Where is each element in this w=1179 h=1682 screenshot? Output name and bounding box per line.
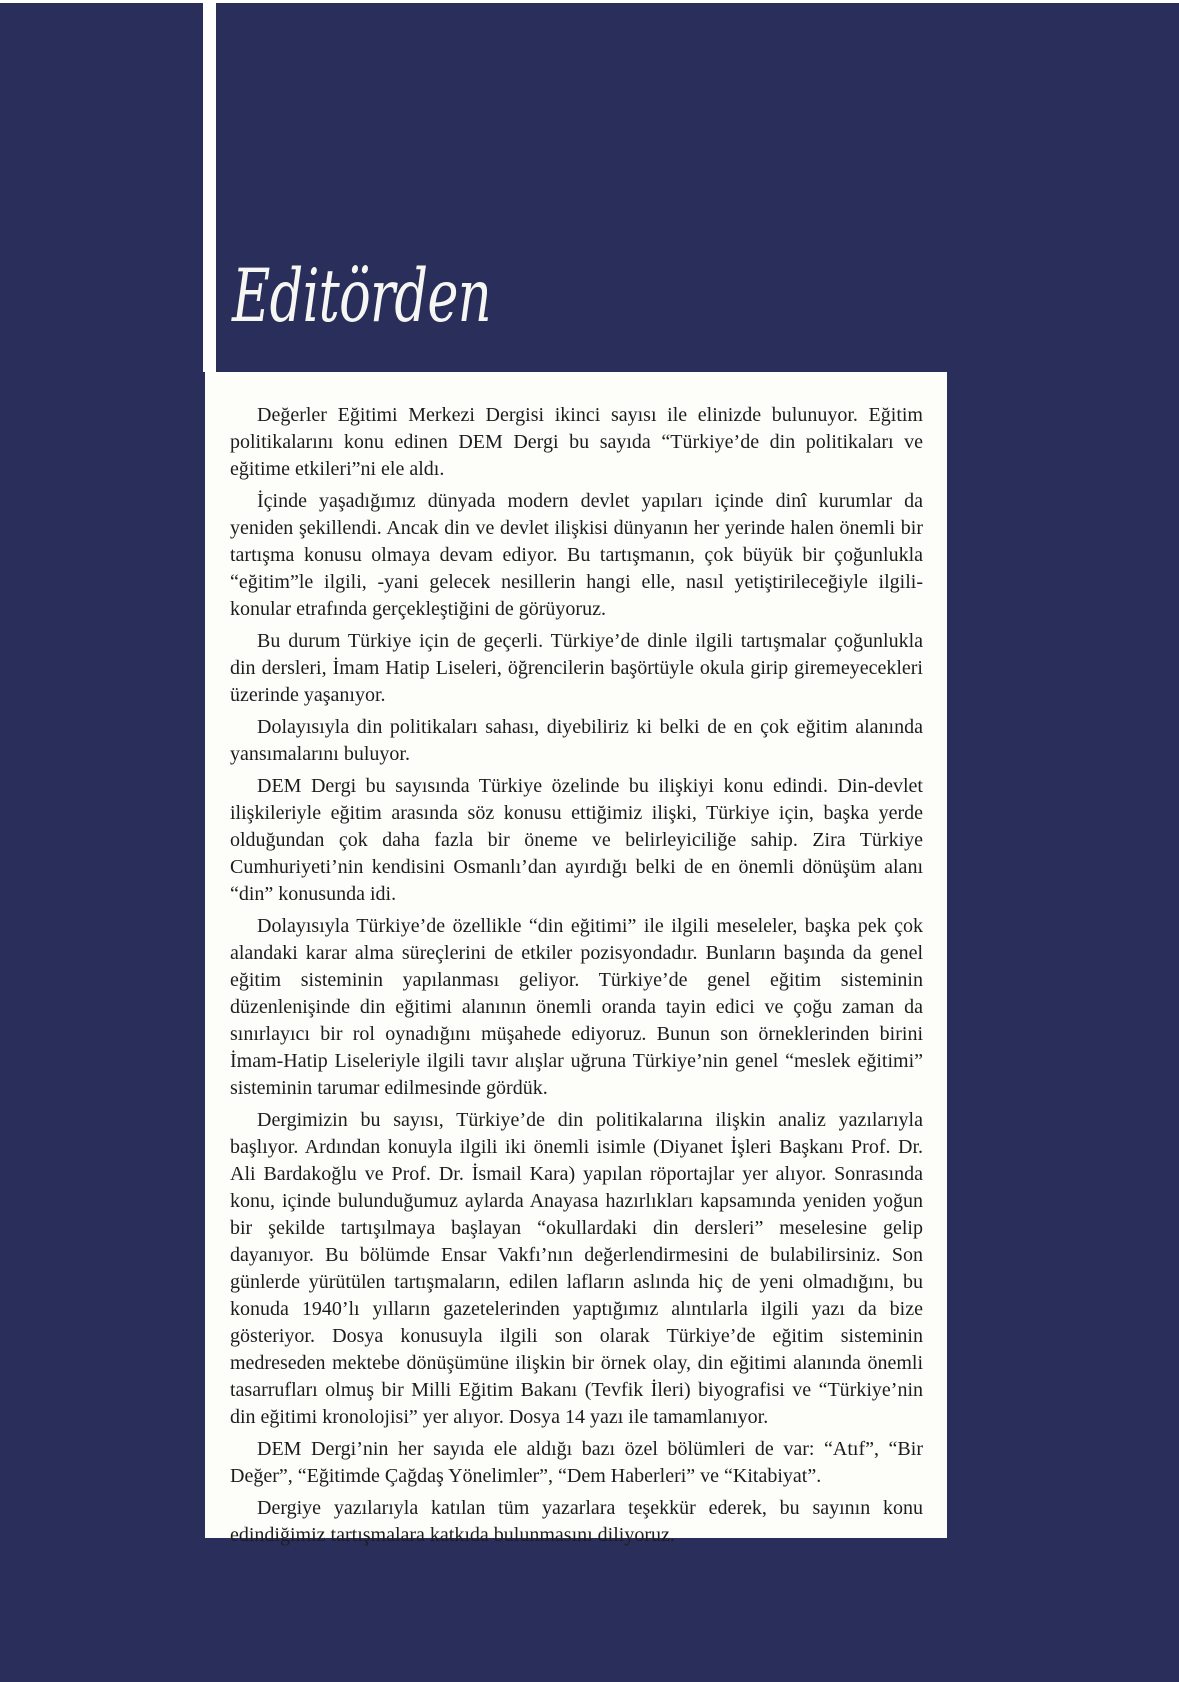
editorial-paragraph: DEM Dergi’nin her sayıda ele aldığı bazı özel bölümleri de var: “Atıf”, “Bir Değer”, “Eğitimde Çağdaş Yönelimler”, “Dem Haberleri” ve “Kitabiyat”. xyxy=(230,1438,923,1487)
section-title: Editörden xyxy=(232,254,491,339)
editorial-paragraph: Dergimizin bu sayısı, Türkiye’de din politikalarına ilişkin analiz yazılarıyla başlıyor. Ardından konuyla ilgili iki önemli isimle (Diyanet İşleri Başkanı Prof. Dr. Ali Bardakoğlu ve Prof. Dr. İsmail Kara) yapılan röportajlar yer alıyor. Sonrasında konu, içinde bulunduğumuz aylarda Anayasa hazırlıkları kapsamında yeniden yoğun bir şekilde tartışılmaya başlayan “okullardaki din dersleri” meselesine gelip dayanıyor. Bu bölümde Ensar Vakfı’nın değerlendirmesini de bulabilirsiniz. Son günlerde yürütülen tartışmaların, edilen lafların aslında hiç de yeni olmadığını, bu konuda 1940’lı yılların gazetelerinden yaptığımız alıntılarla ilgili yazı da bize gösteriyor. Dosya konusuyla ilgili son olarak Türkiye’de eğitim sisteminin medreseden mektebe dönüşümüne ilişkin bir örnek olay, din eğitimi alanında önemli tasarrufları olmuş bir Milli Eğitim Bakanı (Tevfik İleri) biyografisi ve “Türkiye’nin din eğitimi kronolojisi” yer alıyor. Dosya 14 yazı ile tamamlanıyor. xyxy=(230,1109,923,1428)
editorial-paragraph: Dergiye yazılarıyla katılan tüm yazarlara teşekkür ederek, bu sayının konu edindiğimiz tartışmalara katkıda bulunmasını diliyoruz. xyxy=(230,1497,923,1546)
editorial-paragraph: Bu durum Türkiye için de geçerli. Türkiye’de dinle ilgili tartışmalar çoğunlukla din dersleri, İmam Hatip Liseleri, öğrencilerin başörtüyle okula girip giremeyecekleri üzerinde yaşanıyor. xyxy=(230,630,923,706)
editorial-paragraph: Dolayısıyla Türkiye’de özellikle “din eğitimi” ile ilgili meseleler, başka pek çok alandaki karar alma süreçlerini de etkiler pozisyondadır. Bunların başında da genel eğitim sisteminin yapılanması geliyor. Türkiye’de genel eğitim sisteminin düzenlenişinde din eğitimi alanının önemli oranda tayin edici ve çoğu zaman da sınırlayıcı bir rol oynadığını müşahede ediyoruz. Bunun son örneklerinden birini İmam-Hatip Liseleriyle ilgili tavır alışlar uğruna Türkiye’nin genel “meslek eğitimi” sisteminin tarumar edilmesinde gördük. xyxy=(230,915,923,1099)
editorial-content-panel xyxy=(205,372,947,1546)
editorial-paragraph: Dolayısıyla din politikaları sahası, diyebiliriz ki belki de en çok eğitim alanında yansımalarını buluyor. xyxy=(230,716,923,765)
editorial-paragraph: Değerler Eğitimi Merkezi Dergisi ikinci sayısı ile elinizde bulunuyor. Eğitim politikalarını konu edinen DEM Dergi bu sayıda “Türkiye’de din politikaları ve eğitime etkileri”ni ele aldı. xyxy=(230,404,923,480)
top-border-line xyxy=(0,0,1179,3)
left-accent-stripe xyxy=(203,3,216,372)
editorial-paragraph: İçinde yaşadığımız dünyada modern devlet yapıları içinde dinî kurumlar da yeniden şekillendi. Ancak din ve devlet ilişkisi dünyanın her yerinde halen önemli bir tartışma konusu olmaya devam ediyor. Bu tartışmanın, çok büyük bir çoğunlukla “eğitim”le ilgili, -yani gelecek nesillerin hangi elle, nasıl yetiştirileceğiyle ilgili- konular etrafında gerçekleştiğini de görüyoruz. xyxy=(230,490,923,620)
editorial-paragraph: DEM Dergi bu sayısında Türkiye özelinde bu ilişkiyi konu edindi. Din-devlet ilişkileriyle eğitim arasında söz konusu ettiğimiz ilişki, Türkiye için, başka yerde olduğundan çok daha fazla bir öneme ve belirleyiciliğe sahip. Zira Türkiye Cumhuriyeti’nin kendisini Osmanlı’dan ayırdığı belki de en önemli dönüşüm alanı “din” konusunda idi. xyxy=(230,775,923,905)
